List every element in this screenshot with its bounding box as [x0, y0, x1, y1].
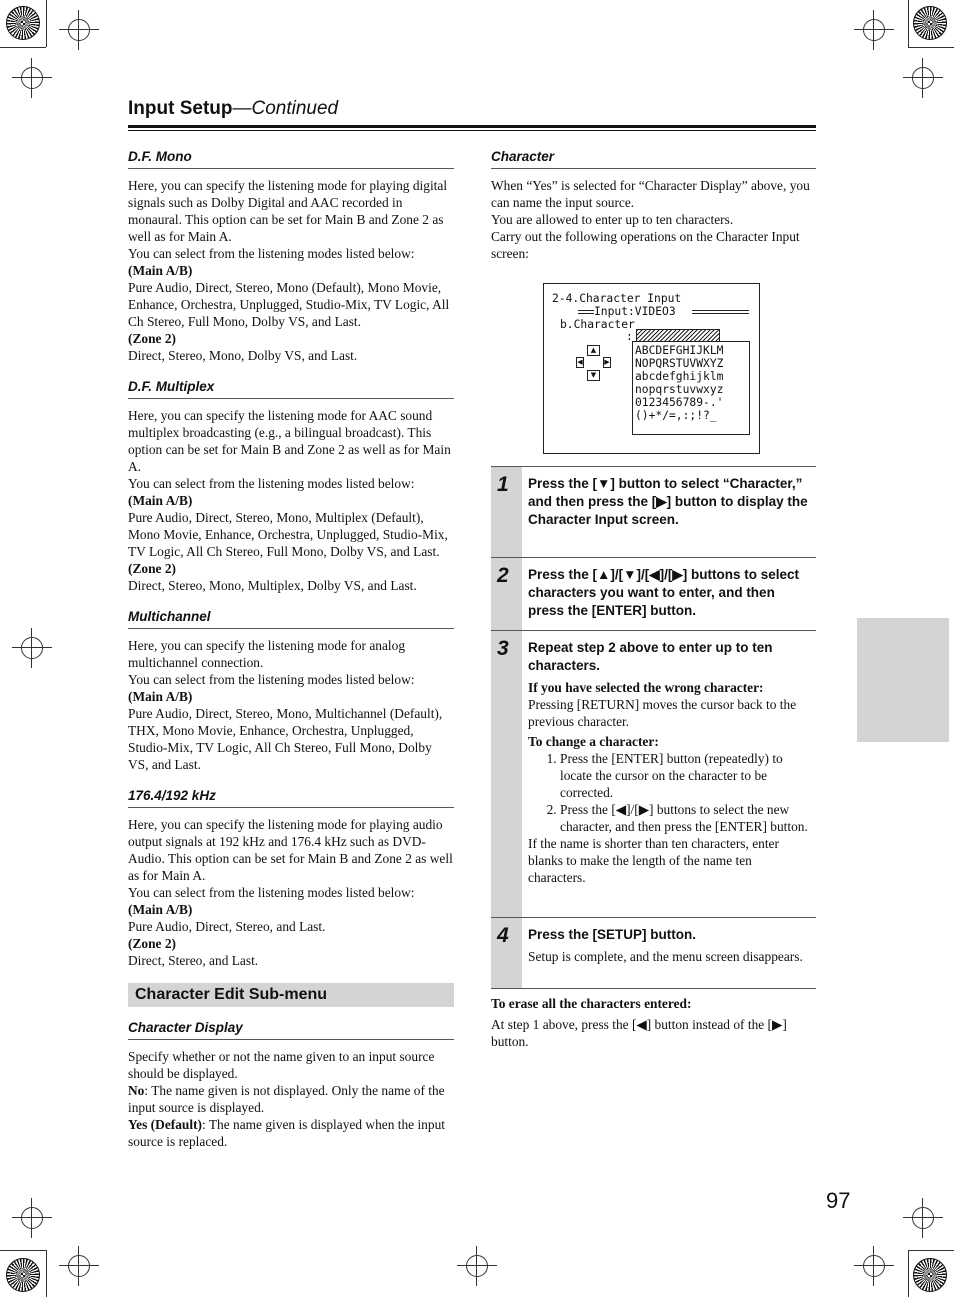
- section-character-display: [128, 1019, 454, 1150]
- paragraph: You can select from the listening modes listed below:: [128, 476, 415, 491]
- arrow-down-icon: ▼: [587, 370, 600, 381]
- mode-group-label: (Main A/B): [128, 902, 193, 917]
- mode-list: Pure Audio, Direct, Stereo, Mono, Multichannel (Default), THX, Mono Movie, Enhance, Orchestra, Unplugged, Studio-Mix, TV Logic, All Ch Stereo, Full Mono, Dolby VS, and Last.: [128, 706, 443, 772]
- crop-mark: [0, 47, 46, 48]
- crop-mark: [908, 0, 909, 47]
- registration-wheel-icon: [913, 1258, 947, 1292]
- paragraph: You can select from the listening modes listed below:: [128, 672, 415, 687]
- step-number: 1: [491, 467, 522, 557]
- section-df-multiplex: [128, 378, 454, 594]
- section-176-192-khz: [128, 787, 454, 969]
- screen-line-character: b.Character: [560, 318, 635, 331]
- arrow-right-icon: ▶: [604, 358, 610, 366]
- mode-list: Direct, Stereo, Mono, Dolby VS, and Last.: [128, 348, 358, 363]
- step-heading: Press the [▲]/[▼]/[◀]/[▶] buttons to select characters you want to enter, and then press the [ENTER] button.: [528, 567, 799, 618]
- chapter-tab: [857, 618, 949, 742]
- step-1: [491, 466, 816, 557]
- paragraph: You can select from the listening modes listed below:: [128, 885, 415, 900]
- step-number: 3: [491, 631, 522, 917]
- section-df-mono: [128, 148, 454, 364]
- mode-group-label: (Main A/B): [128, 263, 193, 278]
- registration-wheel-icon: [6, 1258, 40, 1292]
- header-rule-thin: [128, 130, 816, 131]
- section-title: Character: [491, 148, 816, 169]
- crop-mark: [0, 1250, 46, 1251]
- mode-group-label: (Main A/B): [128, 689, 193, 704]
- header-rule: [128, 125, 816, 128]
- crop-mark: [908, 1250, 954, 1251]
- mode-group-label: (Zone 2): [128, 936, 176, 951]
- registration-wheel-icon: [913, 6, 947, 40]
- note-text: Pressing [RETURN] moves the cursor back to the previous character.: [528, 697, 797, 729]
- char-row: NOPQRSTUVWXYZ: [635, 357, 724, 370]
- option-label: No: [128, 1083, 145, 1098]
- submenu-heading: Character Edit Sub-menu: [128, 983, 454, 1007]
- mode-list: Pure Audio, Direct, Stereo, and Last.: [128, 919, 326, 934]
- mode-list: Direct, Stereo, Mono, Multiplex, Dolby VS, and Last.: [128, 578, 417, 593]
- char-row: nopqrstuvwxyz: [635, 383, 724, 396]
- header-continued: —Continued: [232, 98, 339, 119]
- mode-list: Pure Audio, Direct, Stereo, Mono, Multiplex (Default), Mono Movie, Enhance, Orchestra, Unplugged, Studio-Mix, TV Logic, All Ch Stereo, Full Mono, Dolby VS, and Last.: [128, 510, 448, 559]
- section-title: Character Display: [128, 1019, 454, 1040]
- note-text: At step 1 above, press the [◀] button instead of the [▶] button.: [491, 1017, 787, 1049]
- paragraph: Specify whether or not the name given to an input source should be displayed.: [128, 1049, 435, 1081]
- step-text: Setup is complete, and the menu screen disappears.: [528, 949, 803, 964]
- crop-mark: [908, 1250, 909, 1297]
- step-heading: Press the [▼] button to select “Character,” and then press the [▶] button to display the Character Input screen.: [528, 476, 808, 527]
- registration-mark-icon: [466, 1255, 488, 1277]
- section-multichannel: [128, 608, 454, 773]
- crop-mark: [46, 1250, 47, 1297]
- section-title: D.F. Multiplex: [128, 378, 454, 399]
- paragraph: When “Yes” is selected for “Character Display” above, you can name the input source.: [491, 178, 810, 210]
- section-title: 176.4/192 kHz: [128, 787, 454, 808]
- registration-mark-icon: [68, 19, 90, 41]
- registration-mark-icon: [21, 67, 43, 89]
- registration-mark-icon: [912, 67, 934, 89]
- registration-mark-icon: [912, 1207, 934, 1229]
- registration-mark-icon: [21, 637, 43, 659]
- mode-group-label: (Main A/B): [128, 493, 193, 508]
- step-heading: Press the [SETUP] button.: [528, 927, 697, 942]
- char-row: ()+*/=,:;!?_: [635, 409, 717, 422]
- paragraph: You can select from the listening modes listed below:: [128, 246, 415, 261]
- char-row: abcdefghijklm: [635, 370, 724, 383]
- mode-list: Direct, Stereo, and Last.: [128, 953, 259, 968]
- step-3: [491, 630, 816, 917]
- section-title: Multichannel: [128, 608, 454, 629]
- registration-wheel-icon: [6, 6, 40, 40]
- mode-group-label: (Zone 2): [128, 331, 176, 346]
- change-steps-list: [528, 750, 812, 835]
- steps-list: [491, 466, 816, 989]
- step-4: [491, 917, 816, 989]
- step-heading: Repeat step 2 above to enter up to ten characters.: [528, 640, 773, 673]
- note-label: If you have selected the wrong character:: [528, 680, 764, 695]
- arrow-left-icon: ◀: [577, 358, 583, 366]
- screen-double-rule: [578, 310, 594, 314]
- paragraph: Here, you can specify the listening mode for playing audio output signals at 192 kHz and 176.4 kHz such as DVD-Audio. This option can be set for Main B and Zone 2 as well as for Main A.: [128, 817, 453, 883]
- option-text: : The name given is not displayed. Only the name of the input source is displayed.: [128, 1083, 445, 1115]
- list-item: 2. Press the [◀]/[▶] buttons to select the new character, and then press the [ENTER] button.: [560, 801, 812, 835]
- paragraph: Here, you can specify the listening mode for playing digital signals such as Dolby Digital and AAC recorded in monaural. This option can be set for Main B and Zone 2 as well as for Main A.: [128, 178, 448, 244]
- left-column: [128, 148, 454, 1164]
- crop-mark: [908, 47, 954, 48]
- screen-line-input: Input:VIDEO3: [594, 305, 676, 318]
- page-header: [128, 98, 816, 120]
- screen-double-rule: [692, 310, 749, 314]
- list-item: 1. Press the [ENTER] button (repeatedly) to locate the cursor on the character to be corrected.: [560, 750, 812, 801]
- char-row: 0123456789-.': [635, 396, 724, 409]
- step-number: 4: [491, 918, 522, 988]
- section-title: D.F. Mono: [128, 148, 454, 169]
- step-2: [491, 557, 816, 630]
- crop-mark: [46, 0, 47, 47]
- option-text: : The name given is displayed when the input source is replaced.: [128, 1117, 445, 1149]
- screen-colon: :: [626, 330, 633, 343]
- option-label: Yes (Default): [128, 1117, 203, 1132]
- erase-note: [491, 995, 816, 1050]
- step-number: 2: [491, 558, 522, 630]
- right-column: [491, 148, 816, 276]
- char-row: ABCDEFGHIJKLM: [635, 344, 724, 357]
- note-text: If the name is shorter than ten characters, enter blanks to make the length of the name ten characters.: [528, 836, 779, 885]
- paragraph: Here, you can specify the listening mode for analog multichannel connection.: [128, 638, 406, 670]
- registration-mark-icon: [21, 1207, 43, 1229]
- note-label: To erase all the characters entered:: [491, 996, 692, 1011]
- header-title: Input Setup: [128, 98, 233, 119]
- registration-mark-icon: [863, 19, 885, 41]
- screen-line-title: 2-4.Character Input: [552, 292, 682, 305]
- note-label: To change a character:: [528, 734, 659, 749]
- mode-group-label: (Zone 2): [128, 561, 176, 576]
- registration-mark-icon: [863, 1255, 885, 1277]
- mode-list: Pure Audio, Direct, Stereo, Mono (Default), Mono Movie, Enhance, Orchestra, Unplugged, Studio-Mix, TV Logic, All Ch Stereo, Full Mono, Dolby VS, and Last.: [128, 280, 450, 329]
- arrow-up-icon: ▲: [587, 345, 600, 356]
- paragraph: Here, you can specify the listening mode for AAC sound multiplex broadcasting (e.g., a bilingual broadcast). This option can be set for Main B and Zone 2 as well as for Main A.: [128, 408, 451, 474]
- page-number: 97: [826, 1188, 851, 1213]
- paragraph: Carry out the following operations on the Character Input screen:: [491, 229, 800, 261]
- section-character: [491, 148, 816, 262]
- paragraph: You are allowed to enter up to ten characters.: [491, 212, 734, 227]
- registration-mark-icon: [68, 1255, 90, 1277]
